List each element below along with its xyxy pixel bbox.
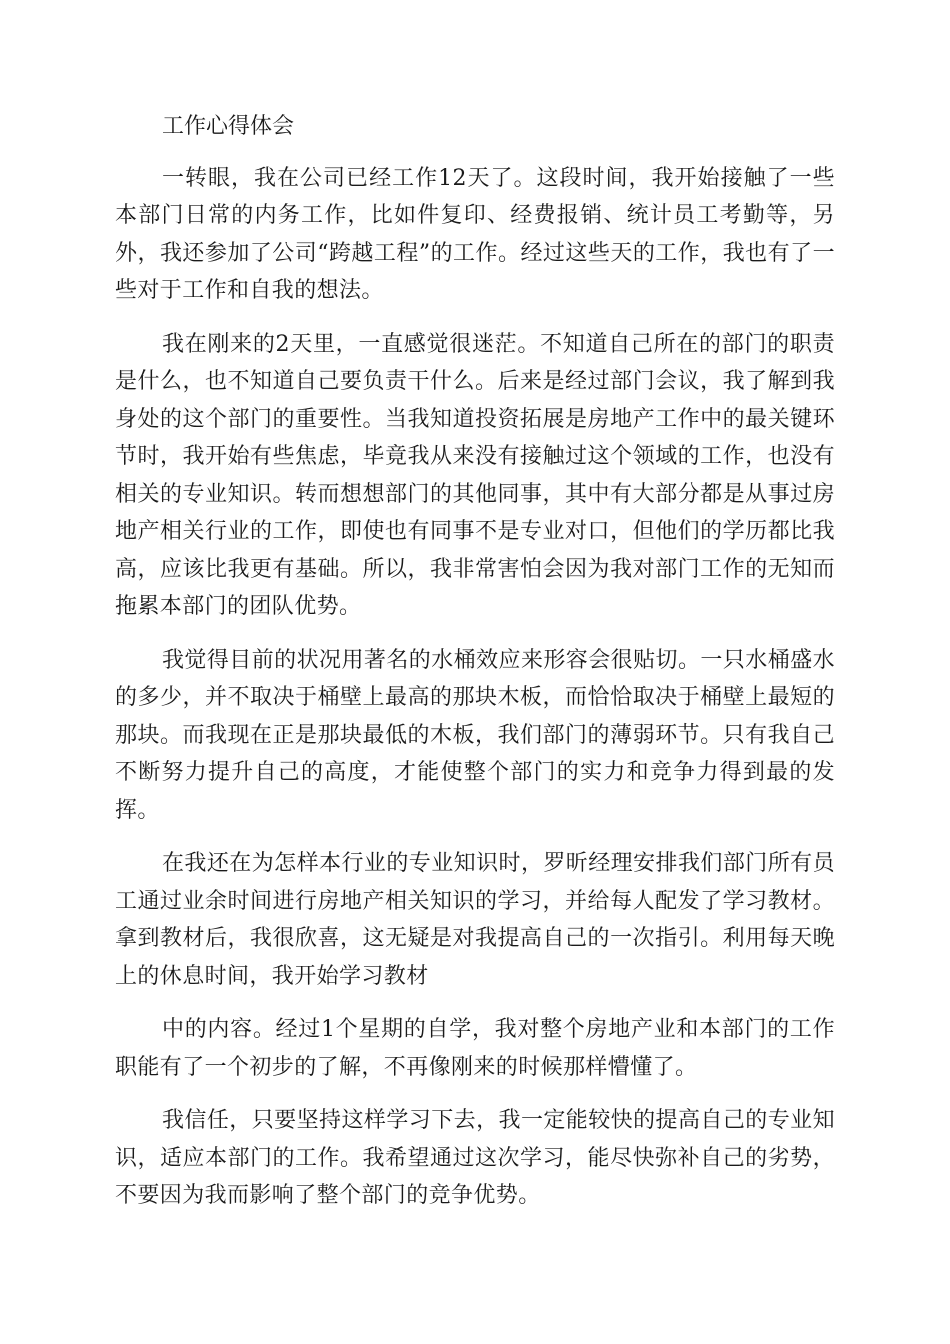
- paragraph-3: 我觉得目前的状况用著名的水桶效应来形容会很贴切。一只水桶盛水的多少，并不取决于桶壁上最高的那块木板，而恰恰取决于桶壁上最短的那块。而我现在正是那块最低的木板，我们部门的薄弱环节。只有我自己不断努力提升自己的高度，才能使整个部门的实力和竞争力得到最的发挥。: [115, 647, 835, 823]
- document-title: 工作心得体会: [162, 114, 295, 139]
- paragraph-4: 在我还在为怎样本行业的专业知识时，罗昕经理安排我们部门所有员工通过业余时间进行房地产相关知识的学习，并给每人配发了学习教材。拿到教材后，我很欣喜，这无疑是对我提高自己的一次指引。利用每天晚上的休息时间，我开始学习教材: [115, 851, 835, 989]
- document-page: [115, 108, 835, 1231]
- paragraph-1: 一转眼，我在公司已经工作12天了。这段时间，我开始接触了一些本部门日常的内务工作，比如件复印、经费报销、统计员工考勤等，另外，我还参加了公司“跨越工程”的工作。经过这些天的工作，我也有了一些对于工作和自我的想法。: [115, 165, 835, 303]
- paragraph-2: 我在刚来的2天里，一直感觉很迷茫。不知道自己所在的部门的职责是什么，也不知道自己要负责干什么。后来是经过部门会议，我了解到我身处的这个部门的重要性。当我知道投资拓展是房地产工作中的最关键环节时，我开始有些焦虑，毕竟我从来没有接触过这个领域的工作，也没有相关的专业知识。转而想想部门的其他同事，其中有大部分都是从事过房地产相关行业的工作，即使也有同事不是专业对口，但他们的学历都比我高，应该比我更有基础。所以，我非常害怕会因为我对部门工作的无知而拖累本部门的团队优势。: [115, 331, 835, 619]
- paragraph-6: 我信任，只要坚持这样学习下去，我一定能较快的提高自己的专业知识，适应本部门的工作。我希望通过这次学习，能尽快弥补自己的劣势，不要因为我而影响了整个部门的竞争优势。: [115, 1108, 835, 1208]
- paragraph-5: 中的内容。经过1个星期的自学，我对整个房地产业和本部门的工作职能有了一个初步的了解，不再像刚来的时候那样懵懂了。: [115, 1017, 835, 1080]
